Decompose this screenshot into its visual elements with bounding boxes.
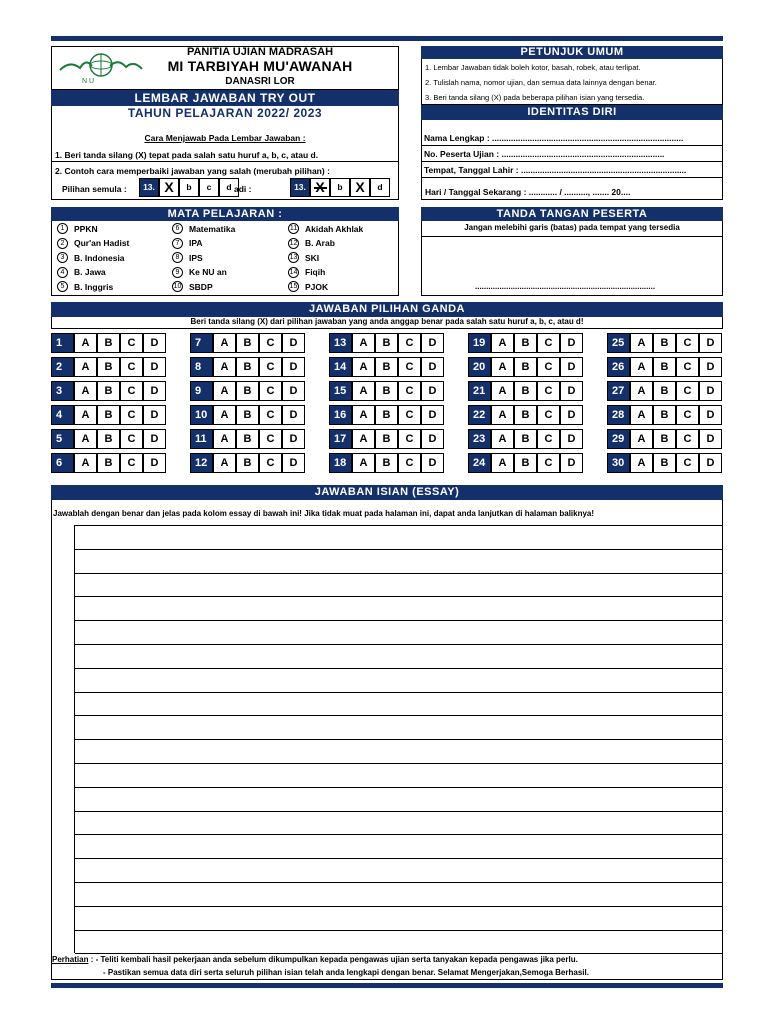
question-number: 26	[607, 357, 630, 377]
answer-option-d[interactable]: D	[560, 405, 583, 425]
answer-option-c[interactable]: C	[120, 357, 143, 377]
answer-option-a[interactable]: A	[352, 381, 375, 401]
answer-option-b[interactable]: B	[97, 429, 120, 449]
essay-line[interactable]	[75, 549, 723, 550]
instruction-step-1: 1. Beri tanda silang (X) tepat pada salah satu huruf a, b, c, atau d.	[55, 150, 319, 160]
answer-option-d[interactable]: D	[699, 429, 722, 449]
question-number: 28	[607, 405, 630, 425]
question-number: 16	[329, 405, 352, 425]
subject-item[interactable]	[172, 252, 203, 263]
footer-label: Perhatian	[52, 955, 89, 964]
answer-option-c[interactable]: C	[259, 381, 282, 401]
general-instruction-2: 2. Tulislah nama, nomor ujian, dan semua data lainnya dengan benar.	[425, 78, 657, 87]
answer-option-c[interactable]: C	[398, 453, 421, 473]
subject-number: 1	[57, 223, 68, 234]
answer-option-c[interactable]: C	[537, 381, 560, 401]
answer-option-c[interactable]: C	[259, 453, 282, 473]
subject-number: 8	[172, 252, 183, 263]
subject-item[interactable]	[172, 238, 203, 249]
footer-note-1	[52, 955, 578, 964]
answer-option-d[interactable]: D	[560, 453, 583, 473]
subject-number: 12	[289, 239, 298, 247]
answer-option-b[interactable]: B	[514, 381, 537, 401]
answer-option-c[interactable]: C	[676, 405, 699, 425]
essay-line[interactable]	[75, 787, 723, 788]
instruction-step-2: 2. Contoh cara memperbaiki jawaban yang salah (merubah pilihan) :	[55, 166, 330, 176]
example-after-number: 13.	[290, 178, 310, 197]
answer-option-c[interactable]: C	[398, 381, 421, 401]
essay-line[interactable]	[75, 858, 723, 859]
answer-option-c[interactable]: C	[537, 405, 560, 425]
answer-option-d[interactable]: D	[699, 381, 722, 401]
subject-item[interactable]	[57, 267, 106, 278]
answer-option-c[interactable]: C	[398, 333, 421, 353]
subject-item[interactable]	[57, 223, 98, 234]
subject-number: 7	[172, 238, 183, 249]
subject-item[interactable]	[288, 223, 363, 234]
answer-option-a[interactable]: A	[74, 381, 97, 401]
answer-option-a[interactable]: A	[352, 429, 375, 449]
subject-name: B. Jawa	[74, 267, 106, 277]
subject-name: PJOK	[305, 281, 329, 292]
answer-option-c[interactable]: C	[398, 429, 421, 449]
subject-name: B. Indonesia	[74, 252, 125, 263]
answer-option-d[interactable]: D	[560, 429, 583, 449]
question-number: 6	[51, 453, 74, 473]
essay-line[interactable]	[75, 739, 723, 740]
answer-option-b[interactable]: B	[653, 453, 676, 473]
subject-name: SBDP	[189, 281, 213, 292]
answer-option-c[interactable]: C	[676, 357, 699, 377]
answer-option-b[interactable]: B	[236, 429, 259, 449]
subject-name: SKI	[305, 252, 320, 263]
answer-option-d[interactable]: D	[143, 405, 166, 425]
answer-option-d[interactable]: D	[421, 357, 444, 377]
answer-option-c[interactable]: C	[120, 405, 143, 425]
answer-option-a[interactable]: A	[630, 453, 653, 473]
subject-name: IPS	[189, 252, 203, 263]
subject-name: Fiqih	[305, 267, 326, 277]
question-number: 2	[51, 357, 74, 377]
subject-number: 10	[173, 283, 182, 290]
essay-line[interactable]	[75, 573, 723, 574]
essay-line[interactable]	[75, 906, 723, 907]
essay-line[interactable]	[75, 930, 723, 931]
example-before-number: 13.	[139, 178, 159, 197]
example-after-option-b: b	[330, 178, 350, 197]
answer-option-a[interactable]: A	[630, 405, 653, 425]
answer-option-a[interactable]: A	[630, 381, 653, 401]
answer-option-b[interactable]: B	[653, 381, 676, 401]
answer-option-c[interactable]: C	[259, 429, 282, 449]
answer-option-b[interactable]: B	[236, 333, 259, 353]
answer-option-a[interactable]: A	[491, 405, 514, 425]
answer-option-a[interactable]: A	[74, 453, 97, 473]
question-number: 13	[329, 333, 352, 353]
answer-option-d[interactable]: D	[282, 357, 305, 377]
current-date-field[interactable]: Hari / Tanggal Sekarang : ............ / .........., ....... 20....	[425, 187, 631, 197]
committee-title: PANITIA UJIAN MADRASAH	[186, 46, 334, 58]
subject-item[interactable]	[57, 281, 113, 292]
subject-number: 5	[57, 281, 68, 292]
answer-option-a[interactable]: A	[213, 429, 236, 449]
essay-line[interactable]	[75, 811, 723, 812]
answer-option-b[interactable]: B	[653, 429, 676, 449]
answer-option-d[interactable]: D	[560, 357, 583, 377]
answer-option-b[interactable]: B	[653, 405, 676, 425]
answer-option-a[interactable]: A	[491, 333, 514, 353]
answer-option-a[interactable]: A	[352, 333, 375, 353]
answer-option-d[interactable]: D	[421, 453, 444, 473]
answer-option-d[interactable]: D	[282, 381, 305, 401]
answer-option-c[interactable]: C	[537, 333, 560, 353]
subject-number: 3	[57, 252, 68, 263]
subject-name: Ke NU an	[189, 267, 227, 277]
subject-item[interactable]	[172, 281, 213, 292]
subject-item[interactable]	[288, 252, 319, 263]
answer-option-d[interactable]: D	[282, 405, 305, 425]
answer-option-a[interactable]: A	[491, 453, 514, 473]
answer-option-b[interactable]: B	[375, 357, 398, 377]
answer-option-c[interactable]: C	[676, 381, 699, 401]
question-number: 21	[468, 381, 491, 401]
question-number: 1	[51, 333, 74, 353]
divider	[51, 161, 399, 162]
answer-option-b[interactable]: B	[514, 405, 537, 425]
answer-option-b[interactable]: B	[236, 453, 259, 473]
answer-option-c[interactable]: C	[120, 453, 143, 473]
question-number: 23	[468, 429, 491, 449]
multiple-choice-note: Beri tanda silang (X) dari pilihan jawaban yang anda anggap benar pada salah satu huruf a, b, c, atau d!	[190, 317, 584, 326]
answer-option-b[interactable]: B	[97, 453, 120, 473]
answer-option-d[interactable]: D	[282, 429, 305, 449]
answer-option-a[interactable]: A	[630, 333, 653, 353]
answer-option-a[interactable]: A	[352, 357, 375, 377]
question-number: 10	[190, 405, 213, 425]
question-number: 29	[607, 429, 630, 449]
subject-item[interactable]	[288, 238, 335, 249]
answer-option-d[interactable]: D	[282, 333, 305, 353]
nu-logo-icon	[56, 50, 146, 86]
answer-option-d[interactable]: D	[699, 357, 722, 377]
question-number: 25	[607, 333, 630, 353]
answer-option-a[interactable]: A	[74, 405, 97, 425]
answer-option-c[interactable]: C	[676, 333, 699, 353]
essay-line[interactable]	[75, 525, 723, 526]
answer-option-b[interactable]: B	[514, 453, 537, 473]
answer-option-a[interactable]: A	[213, 381, 236, 401]
signature-note: Jangan melebihi garis (batas) pada tempat yang tersedia	[464, 223, 680, 232]
answer-option-d[interactable]: D	[143, 429, 166, 449]
answer-option-c[interactable]: C	[676, 429, 699, 449]
question-number: 22	[468, 405, 491, 425]
footer-note-2: - Pastikan semua data diri serta seluruh pilihan isian telah anda lengkapi dengan benar. Selamat Mengerjakan,Semoga Berhasil.	[103, 968, 589, 977]
essay-line[interactable]	[75, 882, 723, 883]
general-instruction-3: 3. Beri tanda silang (X) pada beberapa pilihan isian yang tersedia.	[425, 93, 645, 102]
general-instruction-1: 1. Lembar Jawaban tidak boleh kotor, basah, robek, atau terlipat.	[425, 63, 641, 72]
school-name: MI TARBIYAH MU'AWANAH	[167, 58, 353, 74]
question-number: 19	[468, 333, 491, 353]
answer-option-b[interactable]: B	[236, 405, 259, 425]
example-before-option-b: b	[179, 178, 199, 197]
divider	[421, 236, 723, 237]
essay-line[interactable]	[75, 715, 723, 716]
answer-option-a[interactable]: A	[630, 429, 653, 449]
school-location: DANASRI LOR	[225, 76, 295, 87]
subject-item[interactable]	[288, 281, 328, 292]
question-number: 5	[51, 429, 74, 449]
example-before-option-d: d	[219, 178, 239, 197]
answer-option-a[interactable]: A	[213, 357, 236, 377]
answer-option-a[interactable]: A	[352, 405, 375, 425]
essay-line[interactable]	[75, 834, 723, 835]
subject-number: 11	[289, 225, 298, 232]
answer-option-d[interactable]: D	[560, 333, 583, 353]
question-number: 17	[329, 429, 352, 449]
question-number: 20	[468, 357, 491, 377]
answer-option-d[interactable]: D	[143, 381, 166, 401]
question-number: 27	[607, 381, 630, 401]
sheet-title: LEMBAR JAWABAN TRY OUT	[51, 90, 399, 106]
answer-option-c[interactable]: C	[259, 405, 282, 425]
question-number: 18	[329, 453, 352, 473]
answer-option-c[interactable]: C	[537, 429, 560, 449]
answer-option-a[interactable]: A	[213, 405, 236, 425]
essay-line[interactable]	[75, 692, 723, 693]
answer-option-c[interactable]: C	[537, 453, 560, 473]
question-number: 24	[468, 453, 491, 473]
subject-item[interactable]	[172, 223, 235, 234]
answer-option-a[interactable]: A	[74, 357, 97, 377]
subject-number: 6	[172, 223, 183, 234]
multiple-choice-title: JAWABAN PILIHAN GANDA	[51, 302, 723, 317]
subject-number: 15	[289, 283, 298, 290]
question-number: 7	[190, 333, 213, 353]
example-after-crossed: X	[350, 178, 370, 197]
question-number: 9	[190, 381, 213, 401]
footer-line-1: : - Teliti kembali hasil pekerjaan anda sebelum dikumpulkan kepada pengawas ujian serta tanyakan kepada pengawas jika perlu.	[88, 955, 578, 964]
answer-option-d[interactable]: D	[421, 429, 444, 449]
essay-line[interactable]	[75, 668, 723, 669]
answer-option-a[interactable]: A	[630, 357, 653, 377]
essay-margin-column	[51, 525, 75, 953]
participant-number-field[interactable]: No. Peserta Ujian : .....................................................................	[421, 146, 723, 162]
subject-name: Matematika	[189, 223, 236, 234]
answer-option-b[interactable]: B	[514, 333, 537, 353]
answer-option-a[interactable]: A	[74, 333, 97, 353]
answer-option-c[interactable]: C	[259, 357, 282, 377]
question-number: 12	[190, 453, 213, 473]
subject-name: Qur'an Hadist	[74, 238, 130, 248]
birth-place-date-field[interactable]: Tempat, Tanggal Lahir : ......................................................................	[421, 162, 723, 178]
answer-option-b[interactable]: B	[375, 405, 398, 425]
question-number: 8	[190, 357, 213, 377]
answer-option-c[interactable]: C	[259, 333, 282, 353]
subject-number: 14	[289, 268, 298, 276]
answer-option-d[interactable]: D	[143, 453, 166, 473]
answer-option-a[interactable]: A	[352, 453, 375, 473]
subject-item[interactable]	[57, 238, 129, 249]
subject-item[interactable]	[172, 267, 227, 278]
subject-number: 9	[172, 267, 183, 278]
answer-option-d[interactable]: D	[421, 381, 444, 401]
answer-option-a[interactable]: A	[213, 333, 236, 353]
answer-option-d[interactable]: D	[699, 405, 722, 425]
question-number: 4	[51, 405, 74, 425]
subject-name: B. Arab	[305, 238, 335, 248]
subject-number: 2	[57, 238, 68, 249]
subject-name: IPA	[189, 238, 203, 248]
answer-option-b[interactable]: B	[375, 333, 398, 353]
subjects-title: MATA PELAJARAN :	[51, 207, 399, 221]
strike-line	[314, 187, 327, 189]
answer-option-d[interactable]: D	[282, 453, 305, 473]
bottom-border-bar	[51, 983, 723, 988]
answer-option-b[interactable]: B	[236, 381, 259, 401]
answer-option-c[interactable]: C	[120, 333, 143, 353]
subject-number: 13	[289, 254, 298, 261]
answer-option-b[interactable]: B	[514, 357, 537, 377]
essay-line[interactable]	[75, 596, 723, 597]
subject-item[interactable]	[288, 267, 325, 278]
question-number: 3	[51, 381, 74, 401]
answer-option-b[interactable]: B	[653, 357, 676, 377]
example-before-option-c: c	[199, 178, 219, 197]
answer-option-d[interactable]: D	[699, 453, 722, 473]
answer-option-d[interactable]: D	[560, 381, 583, 401]
school-year: TAHUN PELAJARAN 2022/ 2023	[51, 106, 399, 121]
identity-title: IDENTITAS DIRI	[421, 105, 723, 120]
essay-line[interactable]	[75, 763, 723, 764]
essay-note: Jawablah dengan benar dan jelas pada kolom essay di bawah ini! Jika tidak muat pada halaman ini, dapat anda lanjutkan di halaman baliknya!	[53, 509, 595, 518]
full-name-field[interactable]: Nama Lengkap : .................................................................................	[421, 130, 723, 146]
example-after-option-d: d	[370, 178, 390, 197]
subject-name: B. Inggris	[74, 281, 114, 292]
signature-title: TANDA TANGAN PESERTA	[421, 207, 723, 221]
answer-option-c[interactable]: C	[537, 357, 560, 377]
answer-option-a[interactable]: A	[491, 429, 514, 449]
top-border-bar	[51, 36, 723, 41]
answer-option-c[interactable]: C	[398, 405, 421, 425]
answer-option-a[interactable]: A	[491, 357, 514, 377]
instructions-title: Cara Menjawab Pada Lembar Jawaban :	[144, 133, 306, 143]
question-number: 14	[329, 357, 352, 377]
question-number: 15	[329, 381, 352, 401]
subject-name: Akidah Akhlak	[305, 223, 364, 234]
answer-option-b[interactable]: B	[97, 333, 120, 353]
subject-number: 4	[57, 267, 68, 278]
answer-option-c[interactable]: C	[398, 357, 421, 377]
example-after-cancelled	[310, 178, 330, 197]
answer-option-b[interactable]: B	[375, 429, 398, 449]
answer-option-c[interactable]: C	[120, 381, 143, 401]
essay-line[interactable]	[75, 644, 723, 645]
answer-option-c[interactable]: C	[120, 429, 143, 449]
answer-option-a[interactable]: A	[74, 429, 97, 449]
essay-line[interactable]	[75, 620, 723, 621]
subject-name: PPKN	[74, 223, 98, 234]
answer-option-b[interactable]: B	[375, 381, 398, 401]
answer-option-a[interactable]: A	[213, 453, 236, 473]
answer-option-b[interactable]: B	[375, 453, 398, 473]
question-number: 11	[190, 429, 213, 449]
answer-option-d[interactable]: D	[421, 333, 444, 353]
answer-option-d[interactable]: D	[143, 333, 166, 353]
answer-option-d[interactable]: D	[699, 333, 722, 353]
answer-option-a[interactable]: A	[491, 381, 514, 401]
answer-option-d[interactable]: D	[143, 357, 166, 377]
answer-option-b[interactable]: B	[97, 357, 120, 377]
answer-option-b[interactable]: B	[653, 333, 676, 353]
answer-option-c[interactable]: C	[676, 453, 699, 473]
initial-choice-label: Pilihan semula :	[62, 184, 127, 194]
example-before-crossed: X	[159, 178, 179, 197]
signature-line[interactable]: .................................................................................	[475, 282, 656, 291]
becomes-label: adi :	[234, 184, 252, 194]
answer-option-b[interactable]: B	[97, 381, 120, 401]
question-number: 30	[607, 453, 630, 473]
logo-text: N U	[82, 78, 95, 85]
answer-option-d[interactable]: D	[421, 405, 444, 425]
answer-option-b[interactable]: B	[97, 405, 120, 425]
subject-item[interactable]	[57, 252, 125, 263]
essay-title: JAWABAN ISIAN (ESSAY)	[51, 485, 723, 500]
answer-option-b[interactable]: B	[236, 357, 259, 377]
answer-option-b[interactable]: B	[514, 429, 537, 449]
general-instructions-title: PETUNJUK UMUM	[421, 46, 723, 59]
